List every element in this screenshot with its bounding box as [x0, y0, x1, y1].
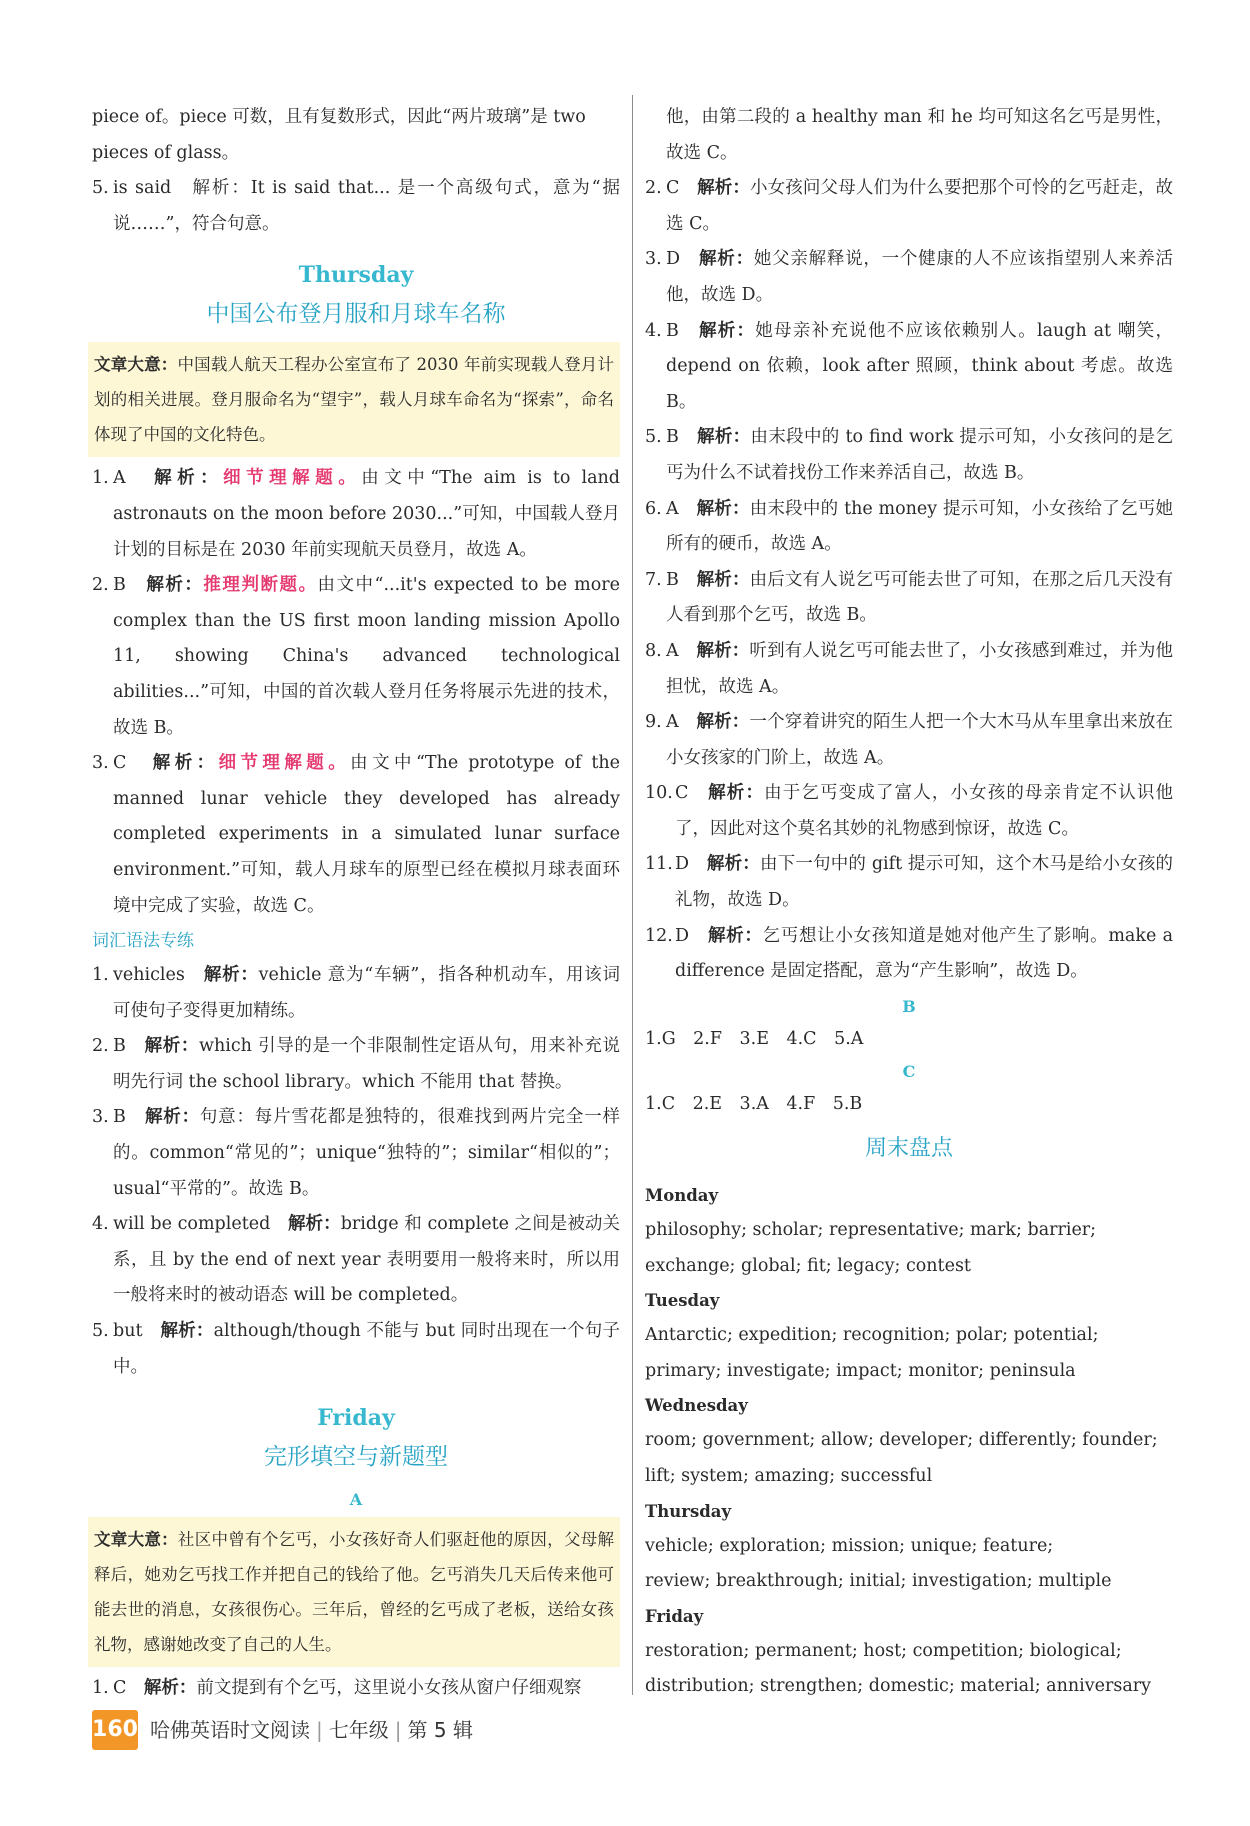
answer-item: [645, 847, 1173, 918]
friday-summary: [88, 1517, 620, 1667]
analysis-text: vehicle 意为“车辆”，指各种机动车，用该词可使句子变得更加精练。: [113, 965, 621, 1021]
analysis-text: 由文中“...it's expected to be more complex than the US first moon landing mission Apollo 11, showing China's advanced technological abilities...”可知，中国的首次载人登月任务将展示先进的技术，故选 B。: [113, 575, 621, 738]
left-column: [92, 100, 620, 1707]
answer-word: vehicles: [113, 965, 204, 986]
answer-word: but: [113, 1321, 161, 1342]
answer-letter: B: [113, 575, 147, 596]
item-number: 5.: [92, 1321, 109, 1342]
analysis-label: 解析：: [697, 427, 751, 448]
summary-label: 文章大意：: [94, 1530, 178, 1550]
item-number: 11.: [645, 854, 673, 875]
answer-item: [645, 776, 1173, 847]
answer-letter: A: [666, 640, 697, 661]
answer-letter: A: [113, 468, 155, 489]
separator: |: [394, 1718, 402, 1742]
section-c-answers: 1.C 2.E 3.A 4.F 5.B: [645, 1094, 863, 1115]
item-number: 3.: [92, 753, 109, 774]
item-number: 8.: [645, 640, 662, 661]
item-number: 3.: [645, 249, 662, 270]
intro-line-1: piece of。piece 可数，且有复数形式，因此“两片玻璃”是 two: [92, 107, 586, 127]
vocab-item: [92, 958, 620, 1029]
answer-item: [645, 634, 1173, 705]
analysis-text: 前文提到有个乞丐，这里说小女孩从窗户仔细观察: [196, 1678, 582, 1699]
analysis-text: 由下一句中的 gift 提示可知，这个木马是给小女孩的礼物，故选 D。: [675, 854, 1174, 911]
item-number: 5.: [92, 178, 109, 199]
word-line: review; breakthrough; initial; investigation; multiple: [645, 1571, 1112, 1592]
word-line: primary; investigate; impact; monitor; peninsula: [645, 1360, 1076, 1381]
analysis-text: 由于乞丐变成了富人，小女孩的母亲肯定不认识他了，因此对这个莫名其妙的礼物感到惊讶，故选 C。: [675, 783, 1174, 839]
section-c-heading: C: [902, 1062, 916, 1082]
grade-label: 七年级: [328, 1718, 389, 1742]
weekend-friday: [645, 1600, 1173, 1705]
analysis-label: 解析：: [144, 1036, 200, 1057]
word-line: vehicle; exploration; mission; unique; feature;: [645, 1535, 1054, 1556]
separator: |: [316, 1718, 323, 1742]
analysis-text: although/though 不能与 but 同时出现在一个句子中。: [113, 1321, 620, 1377]
column-divider: [632, 95, 633, 1695]
weekday-label: Monday: [645, 1186, 719, 1206]
word-line: exchange; global; fit; legacy; contest: [645, 1255, 971, 1276]
vocab-item: [92, 1100, 620, 1207]
section-b-heading: B: [902, 996, 916, 1016]
answer-word: will be completed: [113, 1214, 288, 1235]
analysis-label: 解析：: [699, 249, 754, 270]
answer-letter: B: [666, 569, 697, 590]
page-number: 160: [92, 1710, 138, 1750]
weekend-thursday: [645, 1495, 1173, 1600]
analysis-label: 解析：: [203, 965, 259, 986]
answer-item: [92, 461, 620, 568]
thursday-heading: Thursday: [298, 262, 414, 289]
analysis-label: 解析：: [696, 640, 750, 661]
vocab-grammar-heading: 词汇语法专练: [92, 931, 194, 952]
word-line: lift; system; amazing; successful: [645, 1466, 933, 1486]
book-title: [150, 1710, 473, 1750]
answer-item: [92, 568, 620, 746]
answer-item: [645, 563, 1173, 634]
word-line: Antarctic; expedition; recognition; polar; potential;: [645, 1325, 1099, 1346]
right-column: [645, 100, 1173, 1705]
section-b-answers: 1.G 2.F 3.E 4.C 5.A: [645, 1028, 864, 1049]
thursday-article-title: 中国公布登月服和月球车名称: [206, 301, 506, 328]
answer-letter: B: [666, 427, 698, 448]
analysis-label: 解析：: [706, 854, 760, 875]
friday-heading: Friday: [317, 1405, 395, 1432]
analysis-label: 解析：: [696, 498, 750, 519]
analysis-text: 由末段中的 to find work 提示可知，小女孩问的是乞丐为什么不试着找份工作来养活自己，故选 B。: [666, 427, 1173, 483]
item-number: 2.: [92, 575, 109, 596]
answer-letter: D: [675, 925, 708, 946]
analysis-label: 解析：: [152, 753, 219, 774]
weekday-label: Friday: [645, 1606, 704, 1626]
answer-item: [645, 919, 1173, 990]
answer-letter: C: [113, 1678, 144, 1699]
thursday-summary: [88, 342, 620, 457]
answer-letter: D: [666, 249, 700, 270]
item-number: 1.: [92, 1678, 109, 1699]
analysis-label: 解析：: [143, 1678, 197, 1699]
weekend-review-title: 周末盘点: [864, 1136, 953, 1162]
analysis-text: which 引导的是一个非限制性定语从句，用来补充说明先行词 the school library。which 不能用 that 替换。: [113, 1036, 621, 1092]
question-type: 推理判断题。: [203, 575, 318, 596]
intro-line-2: pieces of glass。: [92, 142, 240, 163]
weekend-wednesday: [645, 1389, 1173, 1494]
answer-item: [92, 746, 620, 924]
analysis-text: 由后文有人说乞丐可能去世了可知，在那之后几天没有人看到那个乞丐，故选 B。: [666, 569, 1173, 626]
word-line: restoration; permanent; host; competition; biological;: [645, 1640, 1122, 1661]
weekday-label: Tuesday: [645, 1291, 720, 1311]
issue-label: 第 5 辑: [407, 1718, 473, 1742]
item-number: 5.: [645, 427, 662, 448]
analysis-label: 解析：: [160, 1321, 214, 1342]
analysis-text: 小女孩问父母人们为什么要把那个可怜的乞丐赶走，故选 C。: [666, 178, 1174, 234]
answer-word: B: [113, 1036, 145, 1057]
analysis-text: 她母亲补充说他不应该依赖别人。laugh at 嘲笑，depend on 依赖，look after 照顾，think about 考虑。故选 B。: [666, 320, 1173, 412]
weekend-monday: [645, 1179, 1173, 1284]
word-line: distribution; strengthen; domestic; material; anniversary: [645, 1676, 1152, 1697]
section-a-heading: A: [349, 1490, 363, 1510]
answer-item: [645, 420, 1173, 491]
answer-item: [645, 242, 1173, 313]
analysis-label: 解析：: [708, 783, 765, 804]
item-number: 10.: [645, 783, 673, 804]
vocab-item: [92, 1207, 620, 1314]
book-name: 哈佛英语时文阅读: [150, 1718, 310, 1742]
analysis-label: 解析：: [696, 569, 750, 590]
item-number: 6.: [645, 498, 662, 519]
question-type: 细节理解题。: [223, 468, 362, 489]
vocab-item: [92, 1314, 620, 1385]
analysis-label: 解析：: [146, 575, 204, 596]
vocab-item: [92, 1029, 620, 1100]
answer-item: [645, 314, 1173, 421]
answer-letter: A: [666, 498, 697, 519]
analysis-text: 由末段中的 the money 提示可知，小女孩给了乞丐她所有的硬币，故选 A。: [666, 498, 1174, 555]
item-number: 4.: [645, 320, 662, 341]
question-type: 细节理解题。: [218, 753, 351, 774]
analysis-label: 解析：: [154, 468, 224, 489]
item-number: 4.: [92, 1214, 109, 1235]
answer-letter: C: [113, 753, 153, 774]
analysis-text: 她父亲解释说，一个健康的人不应该指望别人来养活他，故选 D。: [666, 249, 1174, 305]
weekend-tuesday: [645, 1284, 1173, 1389]
answer-letter: A: [666, 712, 697, 733]
item-number: 1.: [92, 965, 109, 986]
weekday-label: Thursday: [645, 1501, 732, 1521]
answer-item: [92, 1671, 620, 1707]
intro-item: [92, 171, 620, 242]
analysis-label: 解析：: [144, 1107, 200, 1128]
answer-letter: C: [675, 783, 709, 804]
answer-item: [645, 705, 1173, 776]
answer-letter: B: [666, 320, 699, 341]
analysis-label: 解析：: [698, 320, 756, 341]
summary-text: 社区中曾有个乞丐，小女孩好奇人们驱赶他的原因，父母解释后，她劝乞丐找工作并把自己的钱给了他。乞丐消失几天后传来他可能去世的消息，女孩很伤心。三年后，曾经的乞丐成了老板，送给女孩礼物，感谢她改变了自己的人生。: [94, 1530, 615, 1655]
analysis-label: 解析：: [287, 1214, 341, 1235]
analysis-label: 解析：: [696, 712, 750, 733]
answer-item: [645, 171, 1173, 242]
item-text: is said 解析：It is said that... 是一个高级句式，意为“据说……”，符合句意。: [113, 178, 620, 234]
analysis-label: 解析：: [697, 178, 751, 199]
item-number: 9.: [645, 712, 662, 733]
summary-text: 中国载人航天工程办公室宣布了 2030 年前实现载人登月计划的相关进展。登月服命名为“望宇”，载人月球车命名为“探索”，命名体现了中国的文化特色。: [94, 355, 614, 445]
answer-item: [645, 492, 1173, 563]
analysis-text: 听到有人说乞丐可能去世了，小女孩感到难过，并为他担忧，故选 A。: [666, 640, 1174, 697]
answer-word: B: [113, 1107, 145, 1128]
answer-letter: D: [675, 854, 707, 875]
weekday-label: Wednesday: [645, 1396, 748, 1416]
analysis-text: 乞丐想让小女孩知道是她对他产生了影响。make a difference 是固定搭配，意为“产生影响”，故选 D。: [675, 925, 1174, 982]
word-line: philosophy; scholar; representative; mark; barrier;: [645, 1220, 1097, 1241]
item-number: 2.: [645, 178, 662, 199]
summary-label: 文章大意：: [94, 355, 178, 375]
item-number: 12.: [645, 925, 673, 946]
analysis-text: 句意：每片雪花都是独特的，很难找到两片完全一样的。common“常见的”；unique“独特的”；similar“相似的”；usual“平常的”。故选 B。: [113, 1107, 620, 1199]
continued-analysis: 他，由第二段的 a healthy man 和 he 均可知这名乞丐是男性，故选 C。: [666, 107, 1173, 163]
word-line: room; government; allow; developer; differently; founder;: [645, 1430, 1158, 1451]
analysis-text: 一个穿着讲究的陌生人把一个大木马从车里拿出来放在小女孩家的门阶上，故选 A。: [666, 712, 1174, 768]
analysis-text: bridge 和 complete 之间是被动关系，且 by the end of next year 表明要用一般将来时，所以用一般将来时的被动语态 will be completed。: [113, 1214, 621, 1306]
item-number: 3.: [92, 1107, 109, 1128]
analysis-text: 由文中“The prototype of the manned lunar vehicle they developed has already completed experiments in a simulated lunar surface environment.”可知，载人月球车的原型已经在模拟月球表面环境中完成了实验，故选 C。: [113, 753, 621, 916]
answer-letter: C: [666, 178, 698, 199]
item-number: 1.: [92, 468, 109, 489]
analysis-text: 由文中“The aim is to land astronauts on the moon before 2030...”可知，中国载人登月计划的目标是在 2030 年前实现航天员登月，故选 A。: [113, 468, 621, 560]
friday-article-title: 完形填空与新题型: [264, 1444, 448, 1471]
analysis-label: 解析：: [707, 925, 763, 946]
item-number: 2.: [92, 1036, 109, 1057]
item-number: 7.: [645, 569, 662, 590]
